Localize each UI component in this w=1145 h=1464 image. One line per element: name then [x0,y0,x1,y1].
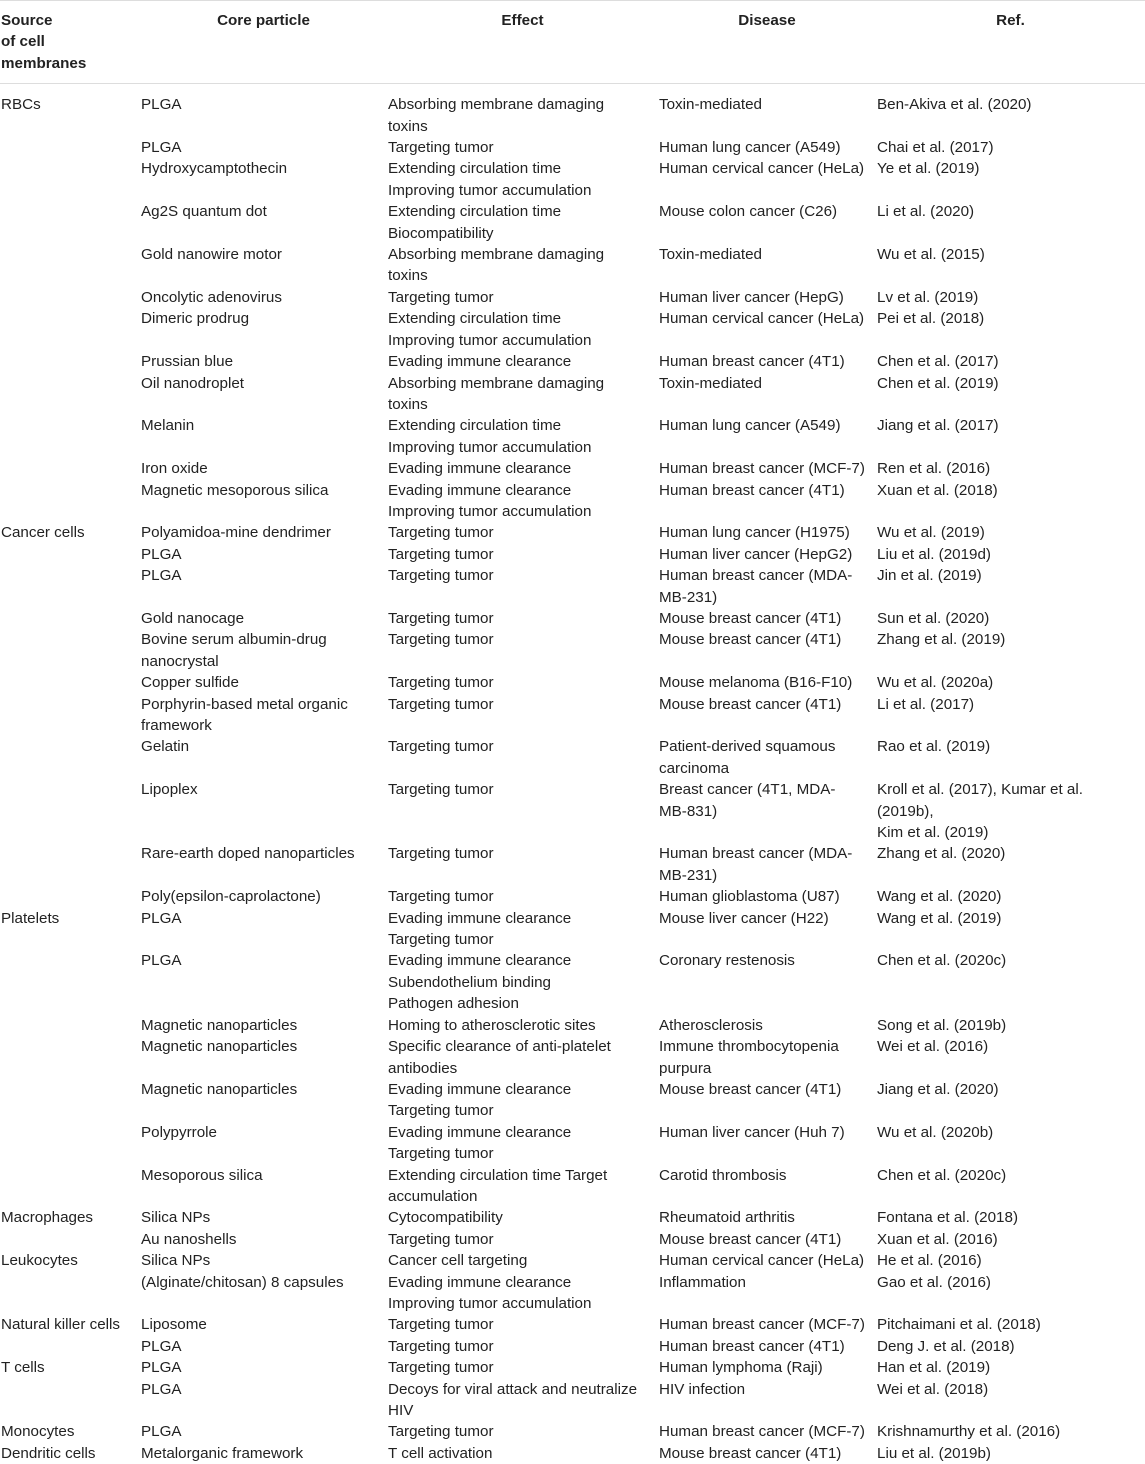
table-row [0,1272,1145,1315]
cell-disease: Human breast cancer (4T1) [659,481,845,499]
table-row [0,1036,1145,1079]
cell-ref: Zhang et al. (2019) [877,631,1006,649]
cell-source [0,158,140,201]
cell-core-particle: PLGA [141,1359,182,1377]
cell-core-particle: PLGA [141,96,182,114]
cell-core-particle: Metalorganic framework [141,1444,304,1462]
cell-core-particle: Dimeric prodrug [141,310,250,328]
cell-ref: Rao et al. (2019) [877,738,991,756]
cell-effect: Extending circulation time Improving tumor accumulation [388,160,592,199]
cell-ref: Xuan et al. (2018) [877,481,998,499]
cell-effect: T cell activation [388,1444,493,1462]
cell-ref: Wu et al. (2019) [877,524,985,542]
cell-ref: Jiang et al. (2017) [877,417,999,435]
table-row [0,908,1145,951]
cell-disease: Human breast cancer (MCF-7) [659,1316,865,1334]
table-row [0,694,1145,737]
cell-source: Leukocytes [1,1252,78,1270]
cell-ref: He et al. (2016) [877,1252,982,1270]
cell-core-particle: Magnetic nanoparticles [141,1038,298,1056]
cell-source: Natural killer cells [1,1316,121,1334]
table-row [0,1443,1145,1464]
cell-effect: Homing to atherosclerotic sites [388,1016,596,1034]
cell-disease: Immune thrombocytopenia purpura [659,1038,839,1077]
cell-source [0,886,140,907]
table-row [0,950,1145,1014]
cell-source: Dendritic cells [1,1444,96,1462]
cell-ref: Ren et al. (2016) [877,460,991,478]
table-row [0,1357,1145,1378]
cell-core-particle: Prussian blue [141,353,234,371]
cell-effect: Cancer cell targeting [388,1252,528,1270]
cell-effect: Targeting tumor [388,1316,494,1334]
cell-ref: Chen et al. (2020c) [877,952,1007,970]
cell-core-particle: Mesoporous silica [141,1166,263,1184]
cell-effect: Targeting tumor [388,567,494,585]
cell-disease: Mouse breast cancer (4T1) [659,1444,842,1462]
cell-ref: Lv et al. (2019) [877,288,979,306]
cell-source [0,1015,140,1036]
table-row [0,1122,1145,1165]
cell-disease: Human lung cancer (A549) [659,139,841,157]
cell-source [0,308,140,351]
cell-disease: Human breast cancer (MDA- MB-231) [659,845,853,884]
cell-ref: Wei et al. (2018) [877,1380,989,1398]
cell-ref: Wu et al. (2020a) [877,674,994,692]
cell-source [0,1122,140,1165]
cell-effect: Extending circulation time Improving tumor accumulation [388,417,592,456]
cell-core-particle: Copper sulfide [141,674,239,692]
table-row [0,308,1145,351]
table-row [0,373,1145,416]
cell-effect: Targeting tumor [388,1359,494,1377]
cell-core-particle: Polyamidoa-mine dendrimer [141,524,331,542]
cell-effect: Evading immune clearance [388,353,572,371]
header-core-particle: Core particle [140,1,387,84]
table-header [0,1,1145,84]
cell-core-particle: Gold nanowire motor [141,246,282,264]
cell-effect: Evading immune clearance [388,460,572,478]
cell-ref: Wang et al. (2020) [877,888,1002,906]
table-row [0,522,1145,543]
cell-core-particle: Lipoplex [141,781,198,799]
cell-source [0,458,140,479]
header-disease: Disease [658,1,876,84]
cell-disease: Mouse colon cancer (C26) [659,203,838,221]
cell-core-particle: Porphyrin-based metal organic framework [141,695,348,734]
cell-source [0,201,140,244]
cell-effect: Targeting tumor [388,609,494,627]
cell-ref: Pei et al. (2018) [877,310,985,328]
cell-source [0,415,140,458]
cell-disease: Mouse breast cancer (4T1) [659,1080,842,1098]
table-row [0,1314,1145,1335]
cell-effect: Extending circulation time Improving tumor accumulation [388,310,592,349]
cell-disease: Mouse breast cancer (4T1) [659,609,842,627]
cell-ref: Zhang et al. (2020) [877,845,1006,863]
cell-effect: Targeting tumor [388,524,494,542]
cell-disease: Breast cancer (4T1, MDA- MB-831) [659,781,836,820]
cell-ref: Fontana et al. (2018) [877,1209,1018,1227]
header-source: Source of cell membranes [0,1,140,84]
cell-core-particle: PLGA [141,952,182,970]
cell-core-particle: Magnetic nanoparticles [141,1016,298,1034]
cell-ref: Pitchaimani et al. (2018) [877,1316,1041,1334]
cell-effect: Targeting tumor [388,631,494,649]
cell-ref: Li et al. (2020) [877,203,975,221]
cell-disease: Inflammation [659,1273,746,1291]
cell-ref: Wei et al. (2016) [877,1038,989,1056]
cell-disease: Toxin-mediated [659,246,762,264]
table-row [0,1165,1145,1208]
cell-disease: Human cervical cancer (HeLa) [659,1252,865,1270]
table-row [0,480,1145,523]
cell-core-particle: Ag2S quantum dot [141,203,267,221]
cell-ref: Ben-Akiva et al. (2020) [877,96,1032,114]
table-row [0,736,1145,779]
cell-disease: Human breast cancer (4T1) [659,1337,845,1355]
cell-disease: Human breast cancer (MCF-7) [659,460,865,478]
cell-effect: Targeting tumor [388,781,494,799]
cell-source [0,694,140,737]
cell-disease: Human lung cancer (A549) [659,417,841,435]
cell-ref: Ye et al. (2019) [877,160,980,178]
cell-ref: Chen et al. (2019) [877,374,999,392]
cell-disease: Human liver cancer (HepG) [659,288,844,306]
cell-core-particle: PLGA [141,909,182,927]
cell-core-particle: PLGA [141,139,182,157]
cell-core-particle: (Alginate/chitosan) 8 capsules [141,1273,344,1291]
table-row [0,458,1145,479]
table-row [0,201,1145,244]
cell-core-particle: Silica NPs [141,1209,211,1227]
cell-core-particle: PLGA [141,567,182,585]
cell-core-particle: Bovine serum albumin-drug nanocrystal [141,631,327,670]
cell-effect: Targeting tumor [388,845,494,863]
table-row [0,1421,1145,1442]
cell-source: Platelets [1,909,60,927]
cell-ref: Jin et al. (2019) [877,567,982,585]
cell-ref: Liu et al. (2019d) [877,545,991,563]
cell-disease: Coronary restenosis [659,952,795,970]
cell-effect: Cytocompatibility [388,1209,503,1227]
cell-disease: Carotid thrombosis [659,1166,787,1184]
cell-core-particle: Silica NPs [141,1252,211,1270]
table-row [0,1079,1145,1122]
cell-effect: Extending circulation time Biocompatibility [388,203,562,242]
table-row [0,351,1145,372]
cell-source [0,137,140,158]
cell-disease: Toxin-mediated [659,96,762,114]
cell-source [0,629,140,672]
cell-effect: Targeting tumor [388,1423,494,1441]
cell-disease: Toxin-mediated [659,374,762,392]
cell-source: Cancer cells [1,524,85,542]
cell-ref: Li et al. (2017) [877,695,975,713]
cell-effect: Evading immune clearance Targeting tumor [388,1123,572,1163]
cell-core-particle: PLGA [141,1423,182,1441]
cell-source [0,608,140,629]
cell-source [0,351,140,372]
cell-source [0,544,140,565]
cell-effect: Targeting tumor [388,139,494,157]
cell-source: T cells [1,1359,45,1377]
header-row [0,1,1145,84]
table-row [0,1229,1145,1250]
cell-source: RBCs [1,96,41,114]
cell-ref: Xuan et al. (2016) [877,1230,998,1248]
cell-effect: Targeting tumor [388,288,494,306]
table-row [0,843,1145,886]
cell-effect: Targeting tumor [388,888,494,906]
cell-ref: Kroll et al. (2017), Kumar et al. (2019b), Kim et al. (2019) [877,781,1083,842]
cell-effect: Evading immune clearance Targeting tumor [388,1080,572,1120]
cell-effect: Extending circulation time Target accumulation [388,1166,608,1205]
cell-effect: Decoys for viral attack and neutralize HIV [388,1380,638,1419]
cell-core-particle: Gelatin [141,738,190,756]
cell-effect: Targeting tumor [388,674,494,692]
cell-source [0,779,140,843]
cell-disease: Human liver cancer (HepG2) [659,545,853,563]
cell-effect: Evading immune clearance Improving tumor accumulation [388,481,592,520]
table-row [0,544,1145,565]
table-row [0,672,1145,693]
cell-disease: Human breast cancer (MCF-7) [659,1423,865,1441]
cell-ref: Sun et al. (2020) [877,609,990,627]
cell-source: Macrophages [1,1209,94,1227]
cell-disease: Human cervical cancer (HeLa) [659,310,865,328]
cell-effect: Evading immune clearance Targeting tumor [388,909,572,949]
cell-core-particle: Magnetic mesoporous silica [141,481,329,499]
cell-disease: Human lung cancer (H1975) [659,524,850,542]
table-row [0,608,1145,629]
cell-effect: Absorbing membrane damaging toxins [388,374,605,413]
cell-effect: Specific clearance of anti-platelet antibodies [388,1038,611,1077]
cell-effect: Targeting tumor [388,1337,494,1355]
cell-core-particle: PLGA [141,1337,182,1355]
cell-source [0,736,140,779]
cell-effect: Targeting tumor [388,545,494,563]
cell-core-particle: Rare-earth doped nanoparticles [141,845,355,863]
cell-source [0,1229,140,1250]
table-row [0,1379,1145,1422]
header-effect: Effect [387,1,658,84]
table-row [0,137,1145,158]
cell-effect: Targeting tumor [388,695,494,713]
cell-disease: Atherosclerosis [659,1016,763,1034]
cell-effect: Absorbing membrane damaging toxins [388,96,605,135]
cell-core-particle: Liposome [141,1316,207,1334]
cell-source [0,1379,140,1422]
cell-disease: Mouse breast cancer (4T1) [659,631,842,649]
cell-ref: Wu et al. (2020b) [877,1123,994,1141]
cell-source [0,1336,140,1357]
table-row [0,1336,1145,1357]
table-row [0,84,1145,137]
cell-source [0,1165,140,1208]
cell-core-particle: PLGA [141,1380,182,1398]
table-row [0,1207,1145,1228]
table-body [0,84,1145,1464]
table-row [0,244,1145,287]
cell-disease: Mouse melanoma (B16-F10) [659,674,853,692]
cell-effect: Targeting tumor [388,1230,494,1248]
cell-core-particle: Magnetic nanoparticles [141,1080,298,1098]
cell-source [0,843,140,886]
cell-core-particle: Iron oxide [141,460,208,478]
cell-core-particle: Au nanoshells [141,1230,237,1248]
cell-source [0,565,140,608]
cell-disease: Human liver cancer (Huh 7) [659,1123,845,1141]
table-row [0,629,1145,672]
cell-ref: Chen et al. (2020c) [877,1166,1007,1184]
cell-core-particle: Gold nanocage [141,609,245,627]
table-row [0,779,1145,843]
table-row [0,415,1145,458]
cell-disease: Human glioblastoma (U87) [659,888,840,906]
cell-disease: Human lymphoma (Raji) [659,1359,823,1377]
cell-disease: Mouse breast cancer (4T1) [659,1230,842,1248]
cell-core-particle: Oncolytic adenovirus [141,288,282,306]
cell-effect: Absorbing membrane damaging toxins [388,246,605,285]
table-row [0,1250,1145,1271]
cell-effect: Targeting tumor [388,738,494,756]
cell-ref: Chen et al. (2017) [877,353,999,371]
cell-disease: HIV infection [659,1380,746,1398]
cell-source [0,244,140,287]
cell-ref: Han et al. (2019) [877,1359,991,1377]
cell-core-particle: Polypyrrole [141,1123,217,1141]
cell-source [0,1272,140,1315]
cell-source: Monocytes [1,1423,75,1441]
cell-ref: Gao et al. (2016) [877,1273,991,1291]
cell-disease: Mouse liver cancer (H22) [659,909,829,927]
cell-ref: Liu et al. (2019b) [877,1444,991,1462]
cell-disease: Patient-derived squamous carcinoma [659,738,836,777]
cell-effect: Evading immune clearance Improving tumor accumulation [388,1273,592,1312]
cell-disease: Human cervical cancer (HeLa) [659,160,865,178]
header-ref: Ref. [876,1,1145,84]
table-row [0,886,1145,907]
cell-ref: Wu et al. (2015) [877,246,985,264]
table-row [0,565,1145,608]
cell-source [0,1036,140,1079]
cell-core-particle: Melanin [141,417,195,435]
cell-source [0,672,140,693]
cell-ref: Jiang et al. (2020) [877,1080,999,1098]
cell-effect: Evading immune clearance Subendothelium binding Pathogen adhesion [388,952,572,1013]
cell-core-particle: Poly(epsilon-caprolactone) [141,888,321,906]
cell-core-particle: PLGA [141,545,182,563]
cell-source [0,950,140,1014]
cell-disease: Rheumatoid arthritis [659,1209,795,1227]
table-row [0,287,1145,308]
cell-disease: Human breast cancer (MDA- MB-231) [659,567,853,606]
table-row [0,1015,1145,1036]
cell-ref: Krishnamurthy et al. (2016) [877,1423,1061,1441]
cell-disease: Mouse breast cancer (4T1) [659,695,842,713]
cell-source [0,373,140,416]
cell-source [0,287,140,308]
cell-source [0,480,140,523]
cell-ref: Song et al. (2019b) [877,1016,1007,1034]
cell-core-particle: Oil nanodroplet [141,374,245,392]
table-row [0,158,1145,201]
cell-core-particle: Hydroxycamptothecin [141,160,288,178]
cell-ref: Chai et al. (2017) [877,139,994,157]
cell-source [0,1079,140,1122]
cell-disease: Human breast cancer (4T1) [659,353,845,371]
cell-ref: Wang et al. (2019) [877,909,1002,927]
cell-ref: Deng J. et al. (2018) [877,1337,1015,1355]
